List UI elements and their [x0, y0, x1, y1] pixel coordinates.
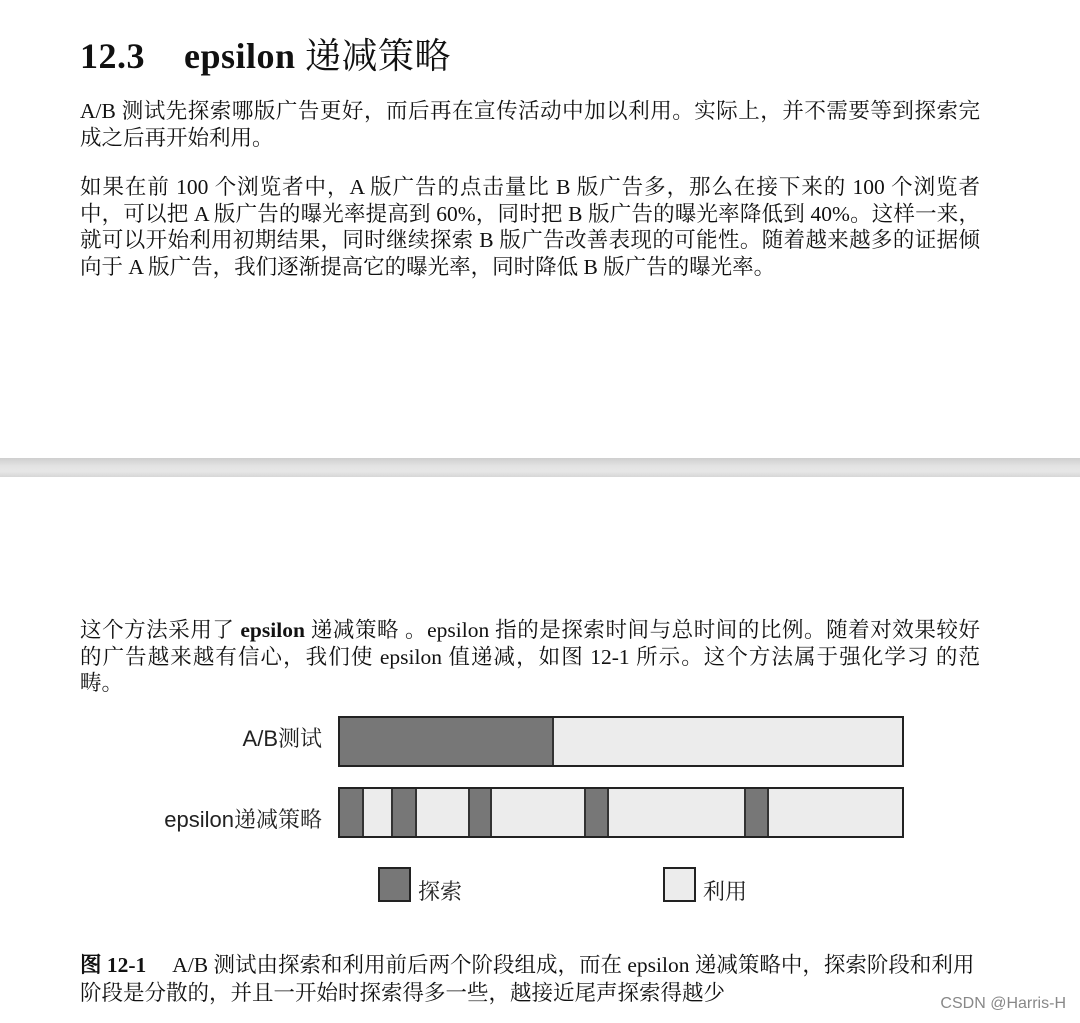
- page-top: [0, 0, 1080, 458]
- eps-explore-segment-4: [584, 789, 609, 836]
- legend-exploit-swatch: [663, 867, 696, 902]
- eps-explore-segment-3: [468, 789, 492, 836]
- paragraph-epsilon-decreasing: [80, 617, 980, 697]
- legend-explore-label: 探索: [418, 879, 463, 904]
- p3-before: 这个方法采用了: [80, 618, 241, 642]
- section-heading: [80, 28, 451, 79]
- p3-after: 递减策略 。epsilon 指的是探索时间与总时间的比例。随着对效果较好的广告越来越有信心，我们使 epsilon 值递减，如图 12-1 所示。这个方法属于强化学习 的范畴。: [80, 618, 980, 695]
- section-title-latin: epsilon: [184, 36, 296, 76]
- bar-epsilon-decreasing: [338, 787, 904, 838]
- eps-explore-segment-5: [744, 789, 769, 836]
- eps-explore-segment-1: [340, 789, 364, 836]
- legend-explore-swatch: [378, 867, 411, 902]
- figure-caption: [80, 951, 980, 1007]
- paragraph-exposure-example: 如果在前 100 个浏览者中，A 版广告的点击量比 B 版广告多，那么在接下来的 100 个浏览者中，可以把 A 版广告的曝光率提高到 60%，同时把 B 版广告的曝光率降低到 40%。这样一来，就可以开始利用初期结果，同时继续探索 B 版广告改善表现的可能性。随着越来越多的证据倾向于 A 版广告，我们逐渐提高它的曝光率，同时降低 B 版广告的曝光率。: [80, 175, 980, 279]
- watermark: CSDN @Harris-H: [940, 995, 1066, 1012]
- bar-ab-test: [338, 716, 904, 767]
- page-separator: [0, 458, 1080, 477]
- page-bottom: [0, 477, 1080, 1023]
- row-label-ab-test: A/B测试: [242, 726, 322, 751]
- section-title-cjk: 递减策略: [305, 36, 452, 76]
- section-number: 12.3: [80, 36, 145, 76]
- figure-12-1: [150, 710, 910, 928]
- eps-explore-segment-2: [391, 789, 417, 836]
- row-label-epsilon: epsilon递减策略: [164, 807, 322, 832]
- paragraph-ab-test: A/B 测试先探索哪版广告更好，而后再在宣传活动中加以利用。实际上，并不需要等到探索完成之后再开始利用。: [80, 99, 980, 150]
- p3-bold-epsilon: epsilon: [240, 618, 305, 642]
- caption-figure-number: 图 12-1: [80, 953, 147, 977]
- caption-text: A/B 测试由探索和利用前后两个阶段组成，而在 epsilon 递减策略中，探索阶段和利用阶段是分散的，并且一开始时探索得多一些，越接近尾声探索得越少: [80, 953, 975, 1005]
- legend-exploit-label: 利用: [703, 879, 748, 904]
- ab-explore-segment-1: [340, 718, 554, 765]
